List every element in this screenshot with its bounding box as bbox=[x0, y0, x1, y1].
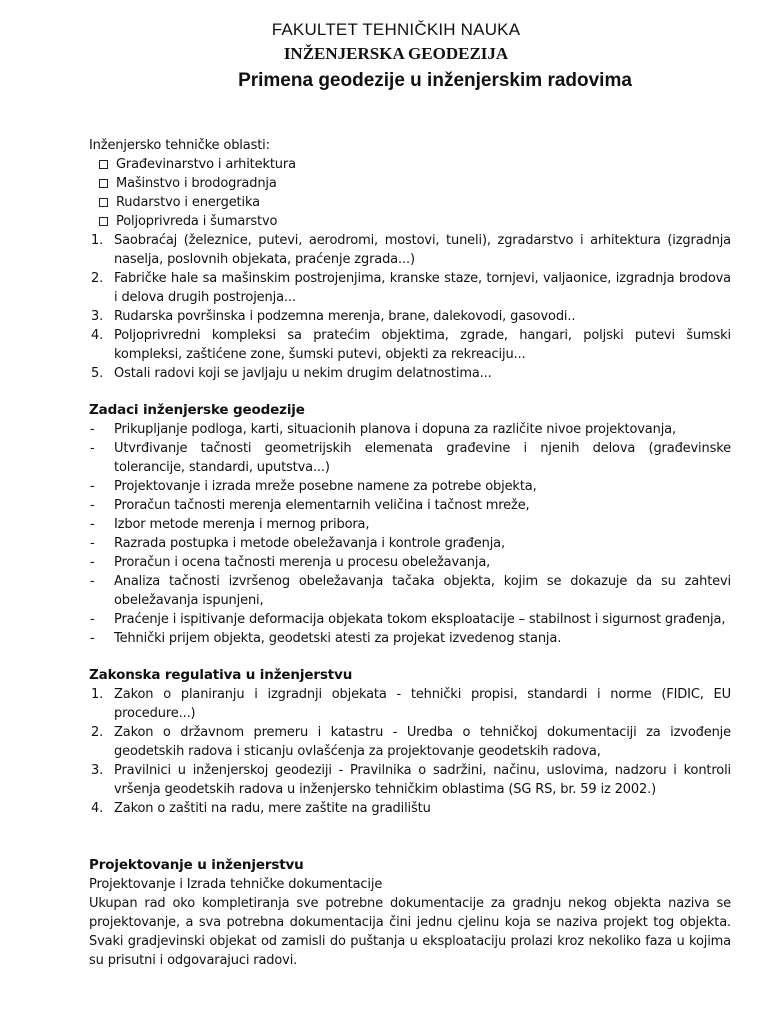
list-item: 1. Zakon o planiranju i izgradnji objekata - tehnički propisi, standardi i norme (FIDIC, EU procedure...) bbox=[91, 687, 731, 721]
list-item: 4. Poljoprivredni kompleksi sa pratećim objektima, zgrade, hangari, poljski putevi šumski kompleksi, zaštićene zone, šumski putevi, objekti za rekreaciju... bbox=[91, 328, 731, 362]
areas-numbered-list bbox=[89, 231, 731, 383]
list-item: Rudarstvo i energetika bbox=[89, 193, 731, 212]
list-item: - Analiza tačnosti izvršenog obeležavanja tačaka objekta, kojim se dokazuje da su zahtevi obeležavanja ispunjeni, bbox=[90, 574, 731, 608]
list-item: Mašinstvo i brodogradnja bbox=[89, 174, 731, 193]
regulation-list bbox=[89, 685, 731, 818]
regulation-heading: Zakonska regulativa u inženjerstvu bbox=[89, 667, 353, 683]
design-subheading: Projektovanje i Izrada tehničke dokumentacije bbox=[89, 877, 383, 892]
faculty-name: FAKULTET TEHNIČKIH NAUKA bbox=[271, 20, 521, 39]
checkbox-square-icon bbox=[99, 217, 108, 226]
list-item: - Prikupljanje podloga, karti, situacionih planova i dopuna za različite nivoe projektovanja, bbox=[90, 422, 676, 437]
list-item: 2. Zakon o državnom premeru i katastru - Uredba o tehničkoj dokumentaciji za izvođenje geodetskih radova i sticanju ovlašćenja za projektovanje geodetskih radova, bbox=[91, 725, 731, 759]
list-item: 1. Saobraćaj (železnice, putevi, aerodromi, mostovi, tuneli), zgradarstvo i arhitektura (izgradnja naselja, poslovnih objekata, praćenje zgrada...) bbox=[91, 233, 731, 267]
checkbox-square-icon bbox=[99, 160, 108, 169]
list-item: - Utvrđivanje tačnosti geometrijskih elemenata građevine i njenih delova (građevinske tolerancije, standardi, uputstva...) bbox=[90, 441, 731, 475]
list-item: - Proračun i ocena tačnosti merenja u procesu obeležavanja, bbox=[90, 555, 491, 570]
design-paragraph: Ukupan rad oko kompletiranja sve potrebne dokumentacije za gradnju nekog objekta naziva se projektovanje, a sva potrebna dokumentacija čini jednu cjelinu koja se naziva projekt tog objekta. Svaki gradjevinski objekat od zamisli do puštanja u eksploataciju prolazi kroz nekoliko faza u kojima su prisutni i odgovarajuci radovi. bbox=[89, 896, 731, 968]
list-item: Poljoprivreda i šumarstvo bbox=[89, 212, 731, 231]
tasks-list bbox=[89, 420, 731, 648]
list-item: - Razrada postupka i metode obeležavanja i kontrole građenja, bbox=[90, 536, 505, 551]
checkbox-square-icon bbox=[99, 198, 108, 207]
list-item: - Proračun tačnosti merenja elementarnih veličina i tačnost mreže, bbox=[90, 498, 530, 513]
list-item: 5. Ostali radovi koji se javljaju u nekim drugim delatnostima... bbox=[91, 366, 492, 381]
list-item: Građevinarstvo i arhitektura bbox=[89, 155, 731, 174]
list-item: 4. Zakon o zaštiti na radu, mere zaštite na gradilištu bbox=[91, 801, 431, 816]
areas-bullet-list bbox=[89, 155, 731, 231]
tasks-heading: Zadaci inženjerske geodezije bbox=[89, 402, 305, 418]
list-item: 2. Fabričke hale sa mašinskim postrojenjima, kranske staze, tornjevi, valjaonice, izgradnja brodova i delova drugih postrojenja... bbox=[91, 271, 731, 305]
design-heading: Projektovanje u inženjerstvu bbox=[89, 857, 304, 873]
list-item: - Praćenje i ispitivanje deformacija objekata tokom eksploatacije – stabilnost i sigurnost građenja, bbox=[90, 612, 726, 627]
document-body bbox=[89, 136, 731, 970]
list-item: 3. Pravilnici u inženjerskoj geodeziji - Pravilnika o sadržini, načinu, uslovima, nadzoru i kontroli vršenja geodetskih radova u inženjersko tehničkim oblastima (SG RS, br. 59 iz 2002.) bbox=[91, 763, 731, 797]
list-item: 3. Rudarska površinska i podzemna merenja, brane, dalekovodi, gasovodi.. bbox=[91, 309, 576, 324]
list-item: - Projektovanje i izrada mreže posebne namene za potrebe objekta, bbox=[90, 479, 537, 494]
list-item: - Izbor metode merenja i mernog pribora, bbox=[90, 517, 370, 532]
document-title: Primena geodezije u inženjerskim radovima bbox=[238, 70, 632, 91]
checkbox-square-icon bbox=[99, 179, 108, 188]
list-item: - Tehnički prijem objekta, geodetski atesti za projekat izvedenog stanja. bbox=[90, 631, 562, 646]
areas-intro: Inženjersko tehničke oblasti: bbox=[89, 138, 270, 153]
department-name: INŽENJERSKA GEODEZIJA bbox=[283, 44, 509, 63]
